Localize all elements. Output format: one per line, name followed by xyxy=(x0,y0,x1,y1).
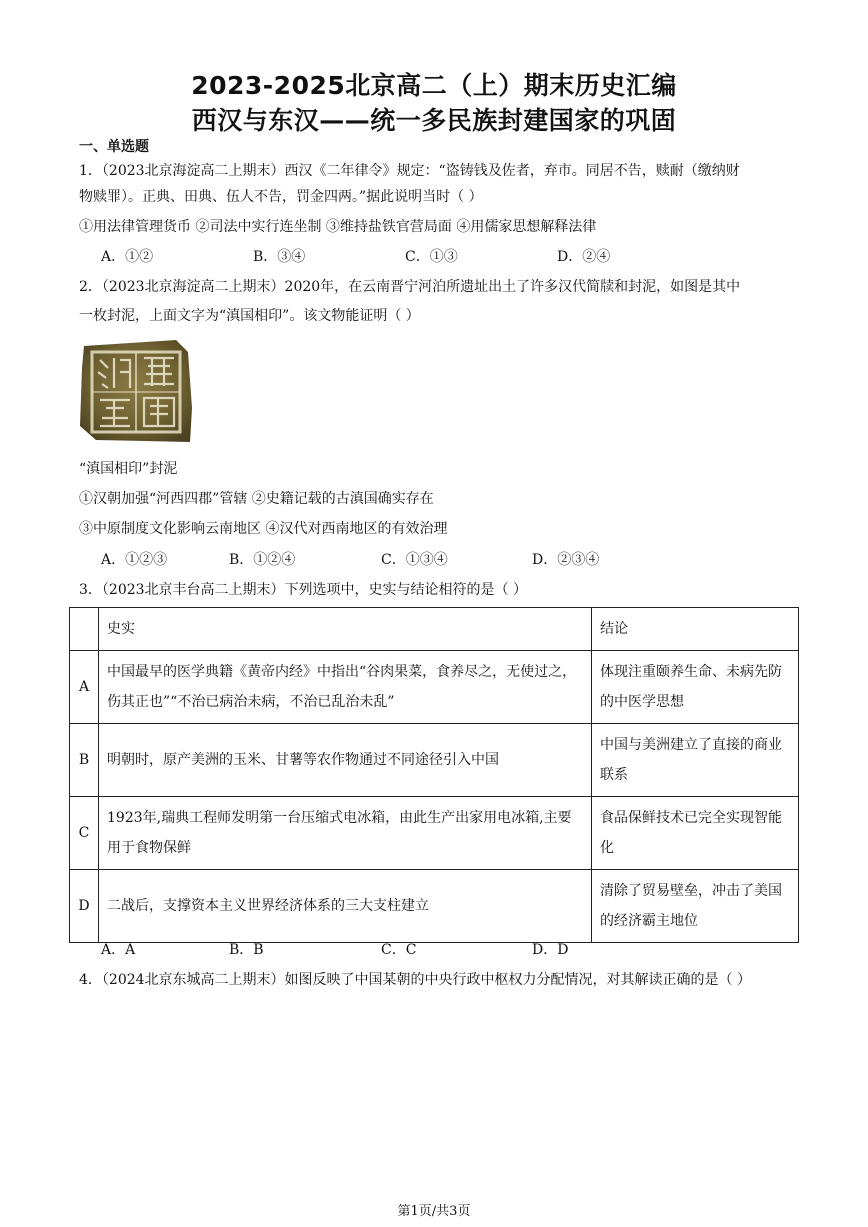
row-conclusion: 中国与美洲建立了直接的商业联系 xyxy=(592,724,799,797)
row-label: D xyxy=(70,870,99,943)
section-heading: 一、单选题 xyxy=(79,139,149,155)
q1-options xyxy=(101,246,610,266)
q2-option-c[interactable]: C．①③④ xyxy=(381,552,448,568)
q2-options xyxy=(101,549,599,569)
q1-option-c[interactable]: C．①③ xyxy=(405,249,458,265)
q2-option-a[interactable]: A．①②③ xyxy=(101,552,168,568)
table-header-conclusion: 结论 xyxy=(592,608,799,651)
q1-option-a[interactable]: A．①② xyxy=(101,249,154,265)
q1-option-d[interactable]: D．②④ xyxy=(557,249,611,265)
q4-stem: 4．（2024北京东城高二上期末）如图反映了中国某朝的中央行政中枢权力分配情况，对其解读正确的是（ ） xyxy=(79,972,751,988)
q2-statements-2: ③中原制度文化影响云南地区 ④汉代对西南地区的有效治理 xyxy=(79,521,448,537)
q1-statements: ①用法律管理货币 ②司法中实行连坐制 ③维持盐铁官营局面 ④用儒家思想解释法律 xyxy=(79,219,597,235)
q2-option-d[interactable]: D．②③④ xyxy=(532,552,600,568)
table-header-fact: 史实 xyxy=(99,608,592,651)
q3-option-b[interactable]: B．B xyxy=(229,942,264,958)
seal-caption: “滇国相印”封泥 xyxy=(79,461,178,477)
row-fact: 中国最早的医学典籍《黄帝内经》中指出“谷肉果菜，食养尽之，无使过之，伤其正也”“不治已病治未病，不治已乱治未乱” xyxy=(99,651,592,724)
seal-clay-image xyxy=(78,338,194,444)
row-conclusion: 食品保鲜技术已完全实现智能化 xyxy=(592,797,799,870)
q3-stem: 3．（2023北京丰台高二上期末）下列选项中，史实与结论相符的是（ ） xyxy=(79,582,527,598)
table-row xyxy=(70,870,799,943)
row-fact: 1923年,瑞典工程师发明第一台压缩式电冰箱，由此生产出家用电冰箱,主要用于食物保鲜 xyxy=(99,797,592,870)
q3-table xyxy=(69,607,799,943)
table-row xyxy=(70,651,799,724)
row-label: B xyxy=(70,724,99,797)
row-label: C xyxy=(70,797,99,870)
row-conclusion: 清除了贸易壁垒，冲击了美国的经济霸主地位 xyxy=(592,870,799,943)
q3-option-d[interactable]: D．D xyxy=(532,942,569,958)
row-label: A xyxy=(70,651,99,724)
document-title: 2023-2025北京高二（上）期末历史汇编 xyxy=(191,71,677,100)
table-header-empty xyxy=(70,608,99,651)
table-row xyxy=(70,797,799,870)
q1-stem-line1: 1．（2023北京海淀高二上期末）西汉《二年律令》规定：“盗铸钱及佐者，弃市。同居不告，赎耐（缴纳财 xyxy=(79,163,740,179)
q2-stem-line1: 2．（2023北京海淀高二上期末）2020年，在云南晋宁河泊所遗址出土了许多汉代简牍和封泥，如图是其中 xyxy=(79,279,741,295)
q2-stem-line2: 一枚封泥，上面文字为“滇国相印”。该文物能证明（ ） xyxy=(79,308,420,324)
row-fact: 明朝时，原产美洲的玉米、甘薯等农作物通过不同途径引入中国 xyxy=(99,724,592,797)
document-subtitle: 西汉与东汉——统一多民族封建国家的巩固 xyxy=(191,106,677,135)
page-footer: 第1页/共3页 xyxy=(397,1204,471,1219)
q3-options xyxy=(101,939,568,959)
seal-clay-graphic xyxy=(78,338,194,444)
table-row xyxy=(70,724,799,797)
q1-stem-line2: 物赎罪）。正典、田典、伍人不告，罚金四两。”据此说明当时（ ） xyxy=(79,189,483,205)
row-conclusion: 体现注重颐养生命、未病先防的中医学思想 xyxy=(592,651,799,724)
row-fact: 二战后，支撑资本主义世界经济体系的三大支柱建立 xyxy=(99,870,592,943)
q2-statements-1: ①汉朝加强“河西四郡”管辖 ②史籍记载的古滇国确实存在 xyxy=(79,491,434,507)
q1-option-b[interactable]: B．③④ xyxy=(253,249,306,265)
q3-option-c[interactable]: C．C xyxy=(381,942,417,958)
table-header-row xyxy=(70,608,799,651)
q2-option-b[interactable]: B．①②④ xyxy=(229,552,296,568)
q3-option-a[interactable]: A．A xyxy=(101,942,136,958)
